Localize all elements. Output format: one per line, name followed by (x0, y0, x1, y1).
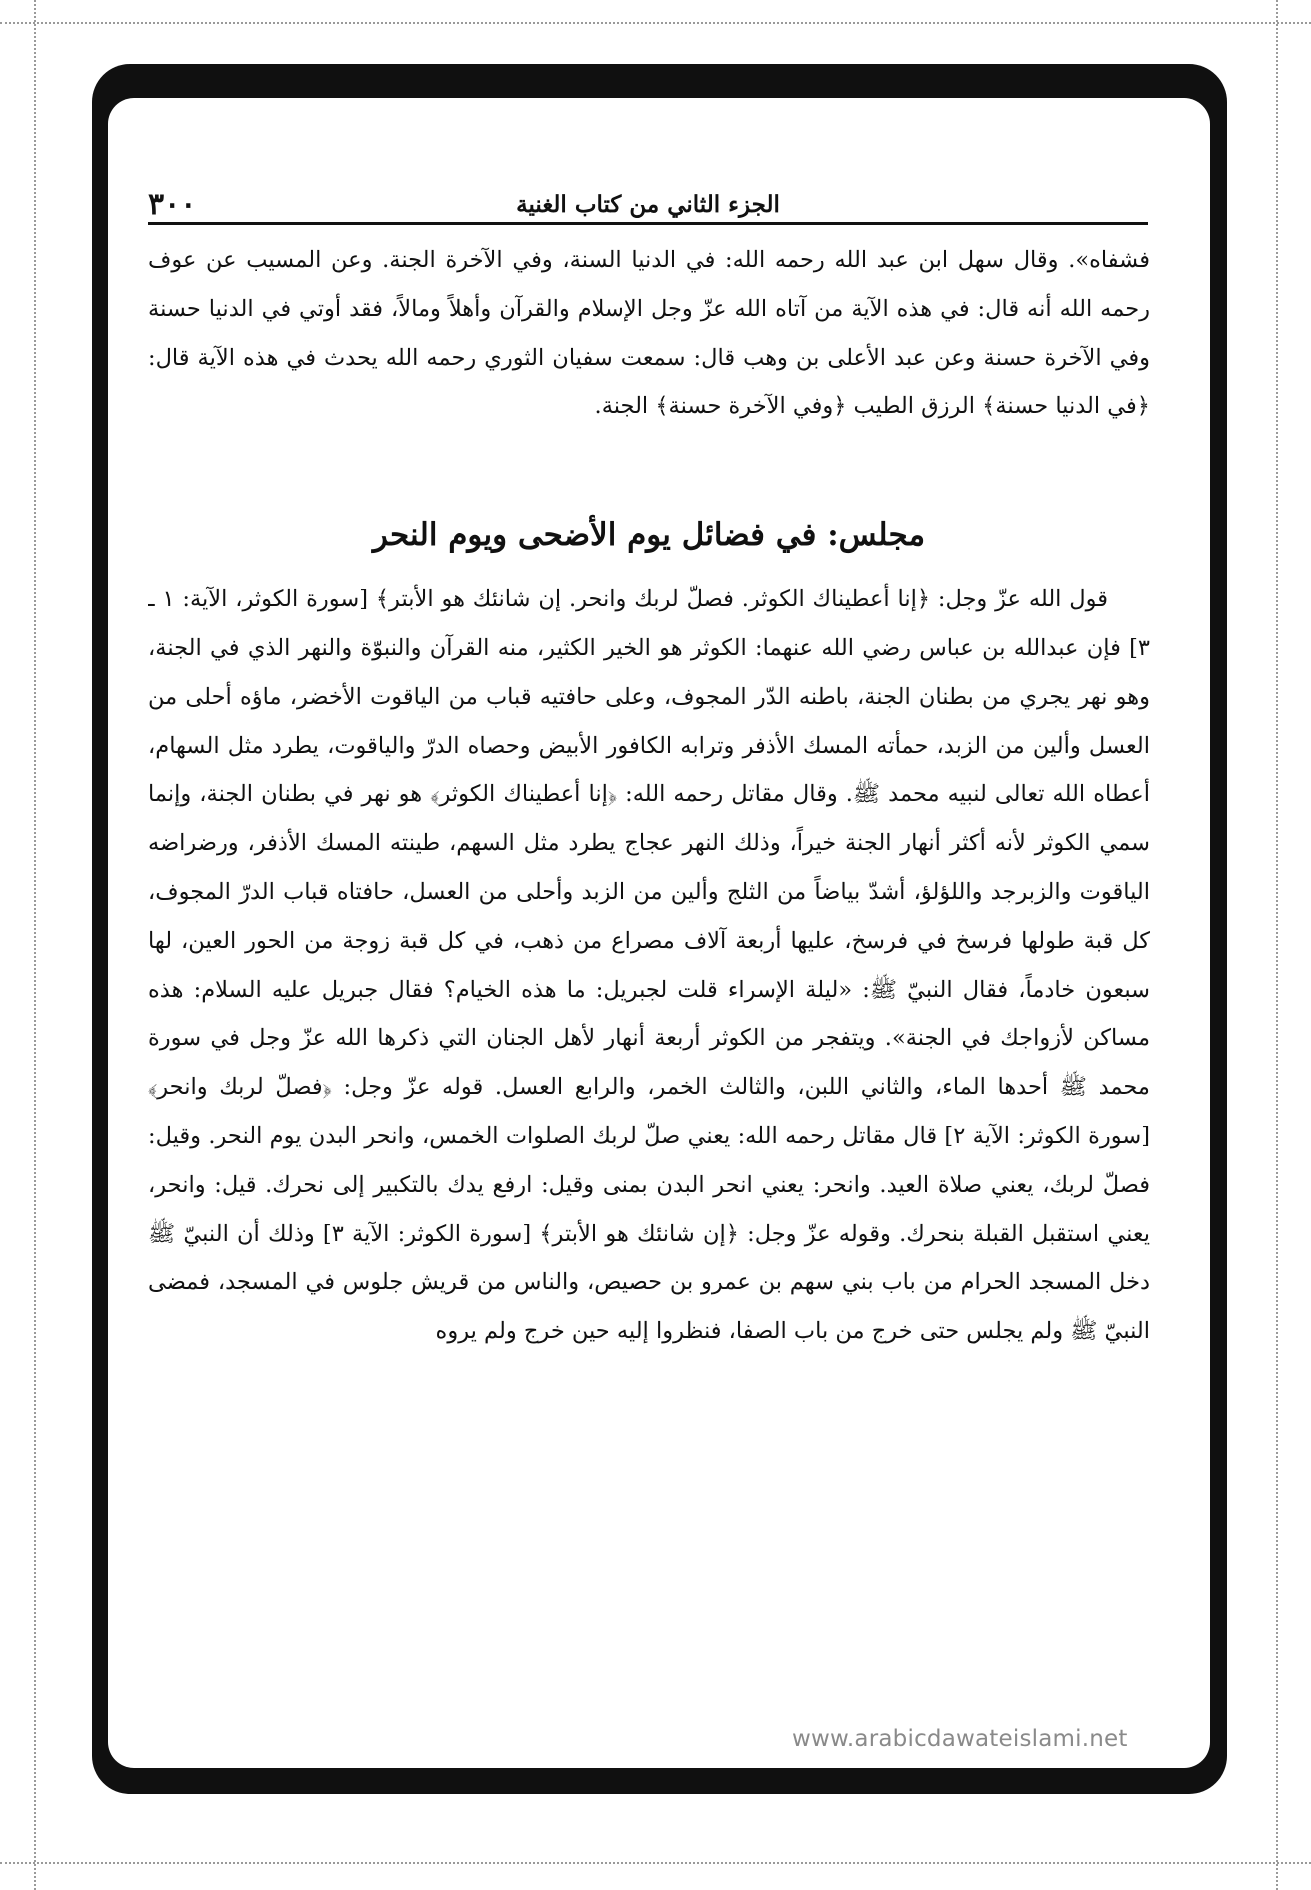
scan-dotted-line-right (1276, 0, 1278, 1890)
watermark: www.arabicdawateislami.net (792, 1726, 1128, 1752)
page-content (148, 236, 1150, 1686)
scan-dotted-line-left (34, 0, 36, 1890)
scan-dotted-line-bottom (0, 1862, 1311, 1864)
section-heading: مجلس: في فضائل يوم الأضحى ويوم النحر (372, 517, 926, 554)
page-header (148, 188, 1148, 225)
running-title: الجزء الثاني من كتاب الغنية (516, 191, 780, 218)
page-number: ٣٠٠ (148, 187, 197, 222)
paragraph-opening: فشفاه». وقال سهل ابن عبد الله رحمه الله: في الدنيا السنة، وفي الآخرة الجنة. وعن المسيب عن عوف رحمه الله أنه قال: في هذه الآية من آتاه الله عزّ وجل الإسلام والقرآن وأهلاً ومالاً، فقد أوتي في الدنيا حسنة وفي الآخرة حسنة وعن عبد الأعلى بن وهب قال: سمعت سفيان الثوري رحمه الله يحدث في هذه الآية قال: ﴿في الدنيا حسنة﴾ الرزق الطيب ﴿وفي الآخرة حسنة﴾ الجنة. (148, 247, 1150, 420)
paragraph-body: قول الله عزّ وجل: ﴿إنا أعطيناك الكوثر. فصلّ لربك وانحر. إن شانئك هو الأبتر﴾ [سورة الكوثر، الآية: ١ ـ ٣] فإن عبدالله بن عباس رضي الله عنهما: الكوثر هو الخير الكثير، منه القرآن والنبوّة والنهر الذي في الجنة، وهو نهر يجري من بطنان الجنة، باطنه الدّر المجوف، وعلى حافتيه قباب من الياقوت الأخضر، ماؤه أحلى من العسل وألين من الزبد، حمأته المسك الأذفر وترابه الكافور الأبيض وحصاه الدرّ والياقوت، يطرد مثل السهام، أعطاه الله تعالى لنبيه محمد ﷺ. وقال مقاتل رحمه الله: ﴿إنا أعطيناك الكوثر﴾ هو نهر في بطنان الجنة، وإنما سمي الكوثر لأنه أكثر أنهار الجنة خيراً، وذلك النهر عجاج يطرد مثل السهم، طينته المسك الأذفر، ورضراضه الياقوت والزبرجد واللؤلؤ، أشدّ بياضاً من الثلج وألين من الزبد وأحلى من العسل، حافتاه قباب الدرّ المجوف، كل قبة طولها فرسخ في فرسخ، عليها أربعة آلاف مصراع من ذهب، في كل قبة زوجة من الحور العين، لها سبعون خادماً، فقال النبيّ ﷺ: «ليلة الإسراء قلت لجبريل: ما هذه الخيام؟ فقال جبريل عليه السلام: هذه مساكن لأزواجك في الجنة». ويتفجر من الكوثر أربعة أنهار لأهل الجنان التي ذكرها الله عزّ وجل في سورة محمد ﷺ أحدها الماء، والثاني اللبن، والثالث الخمر، والرابع العسل. قوله عزّ وجل: ﴿فصلّ لربك وانحر﴾ [سورة الكوثر: الآية ٢] قال مقاتل رحمه الله: يعني صلّ لربك الصلوات الخمس، وانحر البدن يوم النحر. وقيل: فصلّ لربك، يعني صلاة العيد. وانحر: يعني انحر البدن بمنى وقيل: ارفع يدك بالتكبير إلى نحرك. قيل: وانحر، يعني استقبل القبلة بنحرك. وقوله عزّ وجل: ﴿إن شانئك هو الأبتر﴾ [سورة الكوثر: الآية ٣] وذلك أن النبيّ ﷺ دخل المسجد الحرام من باب بني سهم بن عمرو بن حصيص، والناس من قريش جلوس في المسجد، فمضى النبيّ ﷺ ولم يجلس حتى خرج من باب الصفا، فنظروا إليه حين خرج ولم يروه (148, 586, 1150, 1345)
scan-dotted-line-top (0, 22, 1311, 24)
